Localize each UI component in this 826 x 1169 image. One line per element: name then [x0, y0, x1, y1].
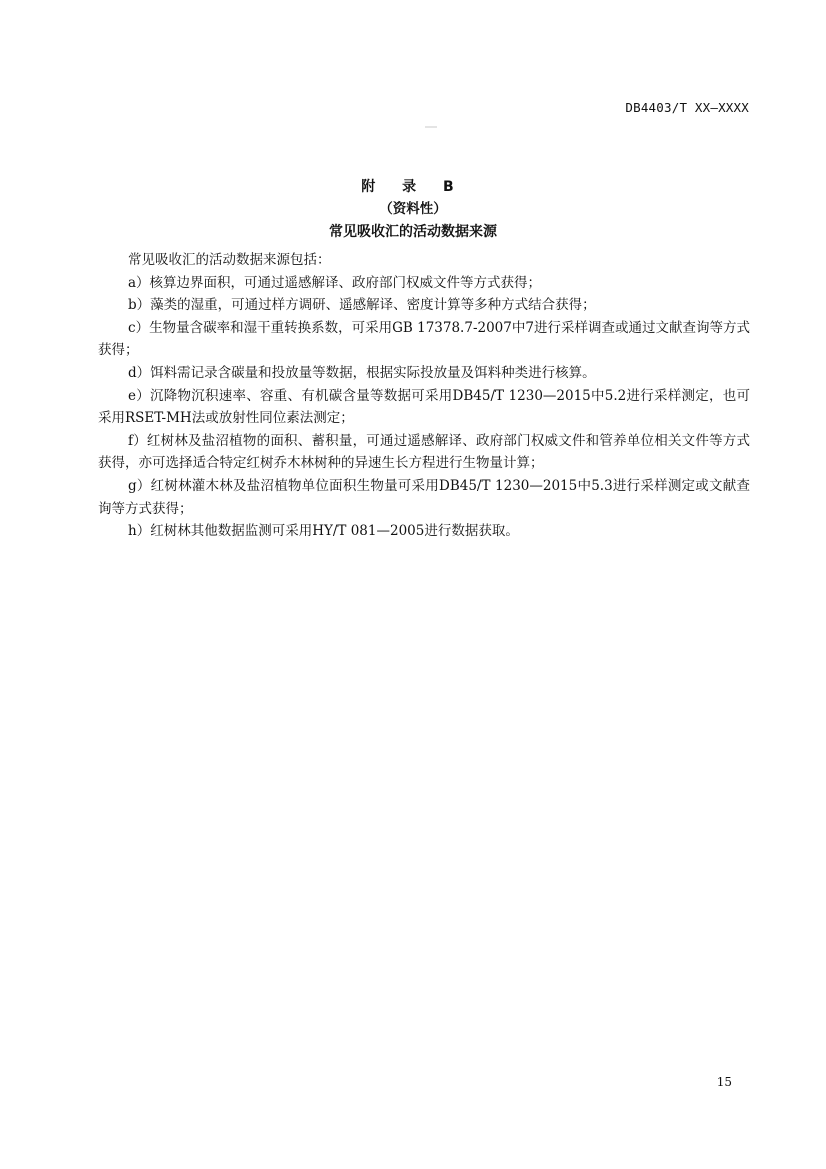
appendix-heading	[0, 176, 826, 244]
appendix-nature: （资料性）	[379, 201, 447, 217]
header-rule	[77, 123, 749, 124]
body-text	[98, 249, 750, 543]
page-number: 15	[716, 1075, 732, 1089]
appendix-title: 附 录 B	[361, 179, 465, 195]
list-item-d: d）饵料需记录含碳量和投放量等数据，根据实际投放量及饵料种类进行核算。	[128, 364, 596, 381]
list-item-h: h）红树林其他数据监测可采用HY/T 081—2005进行数据获取。	[128, 523, 519, 540]
faint-mark	[425, 126, 437, 128]
paragraph-intro: 常见吸收汇的活动数据来源包括：	[128, 252, 331, 268]
list-item-e: e）沉降物沉积速率、容重、有机碳含量等数据可采用DB45/T 1230—2015中5.2进行采样测定，也可采用RSET-MH法或放射性同位素法测定；	[98, 387, 750, 427]
appendix-subject: 常见吸收汇的活动数据来源	[329, 224, 497, 240]
list-item-f: f）红树林及盐沼植物的面积、蓄积量，可通过遥感解译、政府部门权威文件和管养单位相关文件等方式获得，亦可选择适合特定红树乔木林树种的异速生长方程进行生物量计算；	[98, 432, 750, 472]
list-item-a: a）核算边界面积，可通过遥感解译、政府部门权威文件等方式获得；	[128, 274, 542, 291]
list-item-c: c）生物量含碳率和湿干重转换系数，可采用GB 17378.7-2007中7进行采样调查或通过文献查询等方式获得；	[98, 319, 750, 359]
list-item-b: b）藻类的湿重，可通过样方调研、遥感解译、密度计算等多种方式结合获得；	[128, 297, 596, 314]
document-code: DB4403/T XX—XXXX	[625, 100, 749, 115]
list-item-g: g）红树林灌木林及盐沼植物单位面积生物量可采用DB45/T 1230—2015中5.3进行采样测定或文献查询等方式获得；	[98, 477, 750, 517]
